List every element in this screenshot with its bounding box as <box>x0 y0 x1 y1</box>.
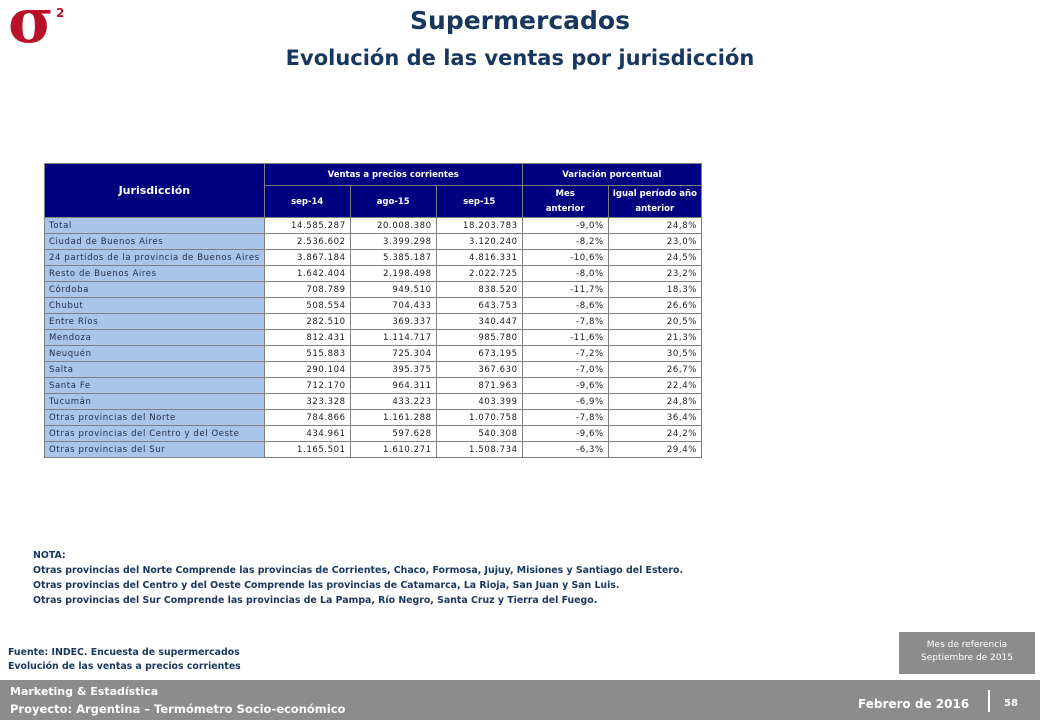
table-body <box>45 218 702 458</box>
table-row <box>45 282 702 298</box>
cell-sep14: 282.510 <box>264 314 350 330</box>
cell-ago15: 2.198.498 <box>350 266 436 282</box>
table-row <box>45 218 702 234</box>
cell-ago15: 1.610.271 <box>350 442 436 458</box>
header-igual-line2: anterior <box>608 202 701 218</box>
cell-sep14: 1.642.404 <box>264 266 350 282</box>
cell-var-mes: -11,7% <box>522 282 608 298</box>
cell-ago15: 20.008.380 <box>350 218 436 234</box>
cell-ago15: 704.433 <box>350 298 436 314</box>
header-jurisdiccion: Jurisdicción <box>45 164 265 218</box>
cell-var-mes: -8,6% <box>522 298 608 314</box>
cell-ago15: 1.161.288 <box>350 410 436 426</box>
cell-var-igual: 36,4% <box>608 410 701 426</box>
header-sep15: sep-15 <box>436 186 522 218</box>
cell-ago15: 964.311 <box>350 378 436 394</box>
cell-sep14: 708.789 <box>264 282 350 298</box>
cell-sep14: 434.961 <box>264 426 350 442</box>
cell-jurisdiccion: Tucumán <box>45 394 265 410</box>
cell-var-mes: -8,2% <box>522 234 608 250</box>
table-row <box>45 394 702 410</box>
table-row <box>45 410 702 426</box>
cell-var-mes: -7,8% <box>522 314 608 330</box>
cell-var-mes: -10,6% <box>522 250 608 266</box>
footer-divider <box>988 690 990 712</box>
cell-jurisdiccion: Otras provincias del Norte <box>45 410 265 426</box>
cell-var-igual: 24,5% <box>608 250 701 266</box>
cell-ago15: 1.114.717 <box>350 330 436 346</box>
cell-jurisdiccion: Chubut <box>45 298 265 314</box>
table-row <box>45 346 702 362</box>
table-row <box>45 426 702 442</box>
cell-sep15: 403.399 <box>436 394 522 410</box>
cell-sep15: 3.120.240 <box>436 234 522 250</box>
cell-var-igual: 29,4% <box>608 442 701 458</box>
source-line: Evolución de las ventas a precios corrientes <box>8 661 241 672</box>
cell-var-igual: 24,2% <box>608 426 701 442</box>
table-row <box>45 234 702 250</box>
cell-var-mes: -9,6% <box>522 378 608 394</box>
logo-superscript: 2 <box>56 6 65 20</box>
header-igual-line1: Igual período año <box>608 186 701 202</box>
cell-jurisdiccion: Entre Ríos <box>45 314 265 330</box>
table-row <box>45 330 702 346</box>
cell-var-igual: 23,0% <box>608 234 701 250</box>
cell-var-mes: -9,6% <box>522 426 608 442</box>
cell-ago15: 949.510 <box>350 282 436 298</box>
cell-sep15: 643.753 <box>436 298 522 314</box>
nota-line: Otras provincias del Norte Comprende las provincias de Corrientes, Chaco, Formosa, Jujuy, Misiones y Santiago del Estero. <box>33 565 684 576</box>
cell-jurisdiccion: Otras provincias del Centro y del Oeste <box>45 426 265 442</box>
cell-var-igual: 21,3% <box>608 330 701 346</box>
cell-jurisdiccion: Salta <box>45 362 265 378</box>
table-row <box>45 250 702 266</box>
cell-var-igual: 26,6% <box>608 298 701 314</box>
header-mes-line2: anterior <box>522 202 608 218</box>
cell-ago15: 597.628 <box>350 426 436 442</box>
cell-sep14: 2.536.602 <box>264 234 350 250</box>
cell-sep14: 14.585.287 <box>264 218 350 234</box>
table-row <box>45 362 702 378</box>
page-number: 58 <box>1004 698 1018 709</box>
cell-var-igual: 24,8% <box>608 394 701 410</box>
cell-var-mes: -7,2% <box>522 346 608 362</box>
header-sep14: sep-14 <box>264 186 350 218</box>
cell-jurisdiccion: Resto de Buenos Aires <box>45 266 265 282</box>
cell-var-mes: -11,6% <box>522 330 608 346</box>
cell-jurisdiccion: Neuquén <box>45 346 265 362</box>
cell-var-igual: 26,7% <box>608 362 701 378</box>
cell-sep15: 673.195 <box>436 346 522 362</box>
table-row <box>45 314 702 330</box>
cell-jurisdiccion: 24 partidos de la provincia de Buenos Aires <box>45 250 265 266</box>
cell-var-igual: 23,2% <box>608 266 701 282</box>
page-subtitle: Evolución de las ventas por jurisdicción <box>285 46 755 70</box>
table-row <box>45 442 702 458</box>
sales-table <box>44 163 702 458</box>
cell-sep15: 1.070.758 <box>436 410 522 426</box>
header-group-ventas: Ventas a precios corrientes <box>264 164 522 186</box>
cell-jurisdiccion: Santa Fe <box>45 378 265 394</box>
cell-sep15: 18.203.783 <box>436 218 522 234</box>
nota-line: Otras provincias del Sur Comprende las provincias de La Pampa, Río Negro, Santa Cruz y Tierra del Fuego. <box>33 595 598 606</box>
cell-ago15: 3.399.298 <box>350 234 436 250</box>
footer-department: Marketing & Estadística <box>10 685 159 698</box>
page-title: Supermercados <box>410 6 630 35</box>
nota-line: Otras provincias del Centro y del Oeste Comprende las provincias de Catamarca, La Rioja, San Juan y San Luis. <box>33 580 620 591</box>
nota-block <box>33 548 683 608</box>
cell-sep14: 1.165.501 <box>264 442 350 458</box>
footer-date: Febrero de 2016 <box>858 697 970 711</box>
cell-sep15: 1.508.734 <box>436 442 522 458</box>
cell-ago15: 5.385.187 <box>350 250 436 266</box>
cell-jurisdiccion: Mendoza <box>45 330 265 346</box>
cell-ago15: 433.223 <box>350 394 436 410</box>
cell-sep14: 812.431 <box>264 330 350 346</box>
cell-var-igual: 22,4% <box>608 378 701 394</box>
cell-ago15: 369.337 <box>350 314 436 330</box>
reference-month-box <box>899 632 1035 674</box>
cell-sep14: 712.170 <box>264 378 350 394</box>
cell-sep15: 340.447 <box>436 314 522 330</box>
cell-ago15: 725.304 <box>350 346 436 362</box>
cell-var-mes: -6,9% <box>522 394 608 410</box>
cell-sep14: 784.866 <box>264 410 350 426</box>
table-row <box>45 266 702 282</box>
cell-sep14: 508.554 <box>264 298 350 314</box>
cell-sep15: 4.816.331 <box>436 250 522 266</box>
cell-sep15: 838.520 <box>436 282 522 298</box>
cell-ago15: 395.375 <box>350 362 436 378</box>
cell-sep15: 540.308 <box>436 426 522 442</box>
cell-var-igual: 18,3% <box>608 282 701 298</box>
cell-sep14: 3.867.184 <box>264 250 350 266</box>
cell-var-igual: 30,5% <box>608 346 701 362</box>
cell-sep14: 290.104 <box>264 362 350 378</box>
cell-sep15: 871.963 <box>436 378 522 394</box>
cell-sep15: 2.022.725 <box>436 266 522 282</box>
cell-var-igual: 24,8% <box>608 218 701 234</box>
cell-sep15: 367.630 <box>436 362 522 378</box>
source-note <box>8 646 241 674</box>
cell-var-mes: -6,3% <box>522 442 608 458</box>
cell-sep14: 323.328 <box>264 394 350 410</box>
cell-var-mes: -7,8% <box>522 410 608 426</box>
header-mes-line1: Mes <box>522 186 608 202</box>
cell-jurisdiccion: Córdoba <box>45 282 265 298</box>
table-row <box>45 378 702 394</box>
footer-bar <box>0 680 1040 720</box>
cell-jurisdiccion: Ciudad de Buenos Aires <box>45 234 265 250</box>
reference-label: Mes de referencia <box>926 640 1008 650</box>
cell-sep14: 515.883 <box>264 346 350 362</box>
cell-var-mes: -8,0% <box>522 266 608 282</box>
cell-var-igual: 20,5% <box>608 314 701 330</box>
footer-project: Proyecto: Argentina – Termómetro Socio-económico <box>10 702 346 716</box>
nota-heading: NOTA: <box>33 550 66 561</box>
cell-var-mes: -7,0% <box>522 362 608 378</box>
cell-jurisdiccion: Otras provincias del Sur <box>45 442 265 458</box>
cell-jurisdiccion: Total <box>45 218 265 234</box>
header-ago15: ago-15 <box>350 186 436 218</box>
header-group-variacion: Variación porcentual <box>522 164 701 186</box>
cell-sep15: 985.780 <box>436 330 522 346</box>
table-row <box>45 298 702 314</box>
cell-var-mes: -9,0% <box>522 218 608 234</box>
sigma-logo-mark: σ <box>8 0 54 57</box>
source-line: Fuente: INDEC. Encuesta de supermercados <box>8 647 240 658</box>
reference-value: Septiembre de 2015 <box>921 653 1013 663</box>
